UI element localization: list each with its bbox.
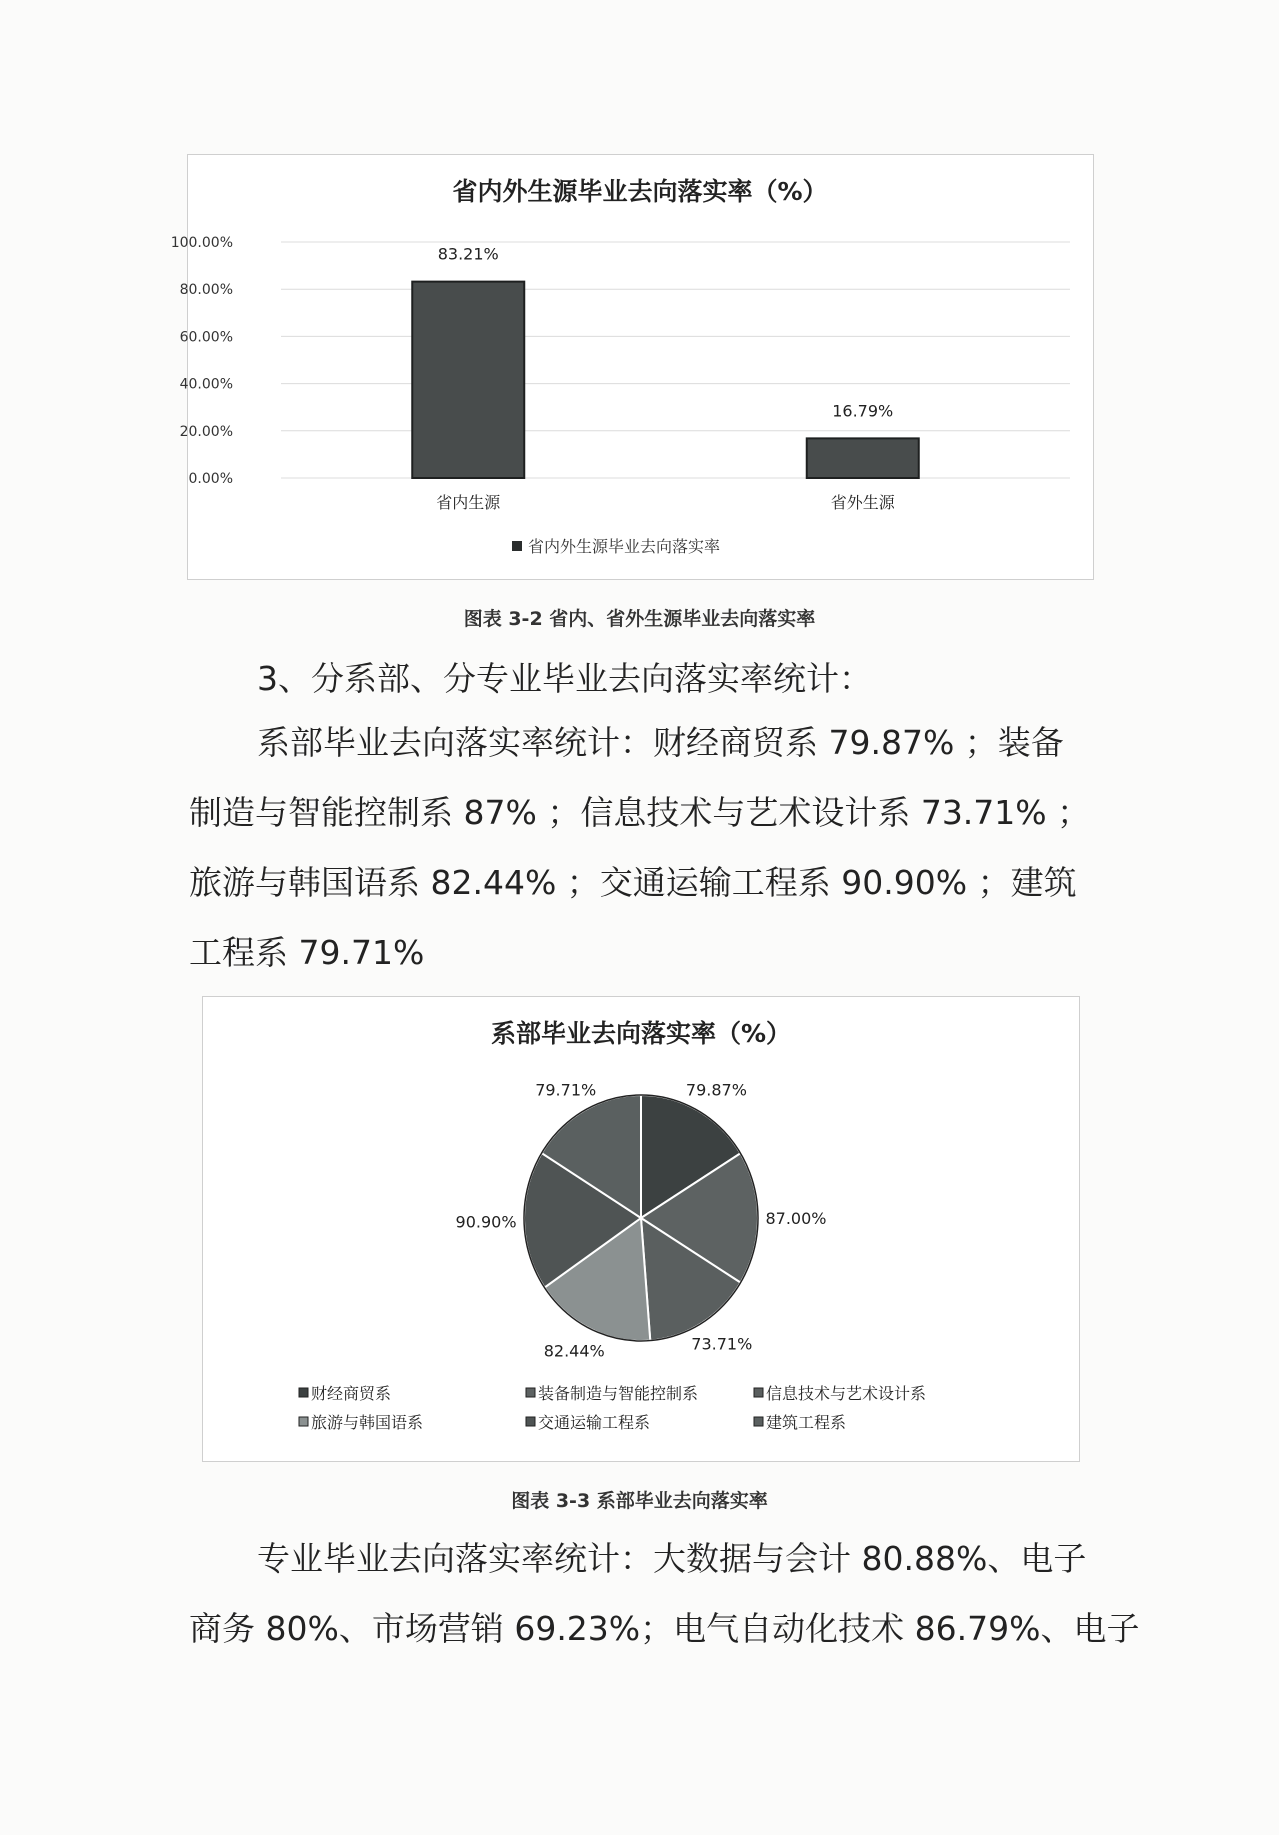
x-tick-label: 省内生源 xyxy=(436,493,501,512)
legend-label: 交通运输工程系 xyxy=(538,1413,651,1432)
data-label: 90.90% xyxy=(455,1212,517,1232)
pie-chart xyxy=(203,997,1079,1461)
data-label: 79.71% xyxy=(535,1080,597,1100)
bar-chart-title: 省内外生源毕业去向落实率（%） xyxy=(452,177,828,206)
y-tick-label: 0.00% xyxy=(188,471,233,487)
section-heading: 3、分系部、分专业毕业去向落实率统计： xyxy=(257,659,872,698)
major-paragraph xyxy=(189,1524,1249,1664)
y-tick-label: 80.00% xyxy=(179,282,233,299)
bar xyxy=(807,438,919,478)
data-label: 79.87% xyxy=(685,1080,747,1100)
legend-label: 装备制造与智能控制系 xyxy=(538,1384,699,1403)
data-label: 82.44% xyxy=(543,1341,605,1361)
pie-chart-title: 系部毕业去向落实率（%） xyxy=(490,1019,792,1048)
legend-swatch xyxy=(512,541,522,551)
data-label: 73.71% xyxy=(691,1334,753,1354)
text-line: 旅游与韩国语系 82.44% ；交通运输工程系 90.90% ；建筑 xyxy=(189,863,1077,902)
legend-label: 财经商贸系 xyxy=(311,1384,392,1403)
text-line: 系部毕业去向落实率统计：财经商贸系 79.87% ；装备 xyxy=(257,723,1064,762)
dept-paragraph xyxy=(189,708,1249,988)
bar-chart xyxy=(170,155,1093,579)
data-label: 83.21% xyxy=(437,244,499,264)
legend-label: 信息技术与艺术设计系 xyxy=(766,1384,927,1403)
data-label: 16.79% xyxy=(832,401,894,421)
legend-swatch xyxy=(299,1417,308,1426)
legend-label: 旅游与韩国语系 xyxy=(311,1413,424,1432)
y-tick-label: 60.00% xyxy=(179,329,233,346)
bar xyxy=(412,282,524,478)
bar-chart-frame xyxy=(170,154,1094,580)
text-line: 商务 80%、市场营销 69.23%；电气自动化技术 86.79%、电子 xyxy=(189,1609,1140,1648)
figure-caption-3-2: 图表 3-2 省内、省外生源毕业去向落实率 xyxy=(463,608,816,630)
y-tick-label: 40.00% xyxy=(179,376,233,393)
legend-swatch xyxy=(526,1417,535,1426)
pie-chart-frame xyxy=(202,996,1080,1462)
figure-caption-3-3: 图表 3-3 系部毕业去向落实率 xyxy=(511,1490,768,1512)
legend-swatch xyxy=(526,1388,535,1397)
text-line: 工程系 79.71% xyxy=(189,933,425,972)
y-tick-label: 100.00% xyxy=(170,235,233,251)
text-line: 制造与智能控制系 87% ；信息技术与艺术设计系 73.71% ； xyxy=(189,793,1091,832)
legend-swatch xyxy=(754,1417,763,1426)
bar-legend xyxy=(512,537,720,556)
legend-label: 建筑工程系 xyxy=(766,1413,847,1432)
text-line: 专业毕业去向落实率统计：大数据与会计 80.88%、电子 xyxy=(257,1539,1087,1578)
legend-swatch xyxy=(754,1388,763,1397)
x-tick-label: 省外生源 xyxy=(830,493,895,512)
y-tick-label: 20.00% xyxy=(179,423,233,440)
legend-swatch xyxy=(299,1388,308,1397)
data-label: 87.00% xyxy=(765,1208,827,1228)
legend-label: 省内外生源毕业去向落实率 xyxy=(528,537,721,556)
